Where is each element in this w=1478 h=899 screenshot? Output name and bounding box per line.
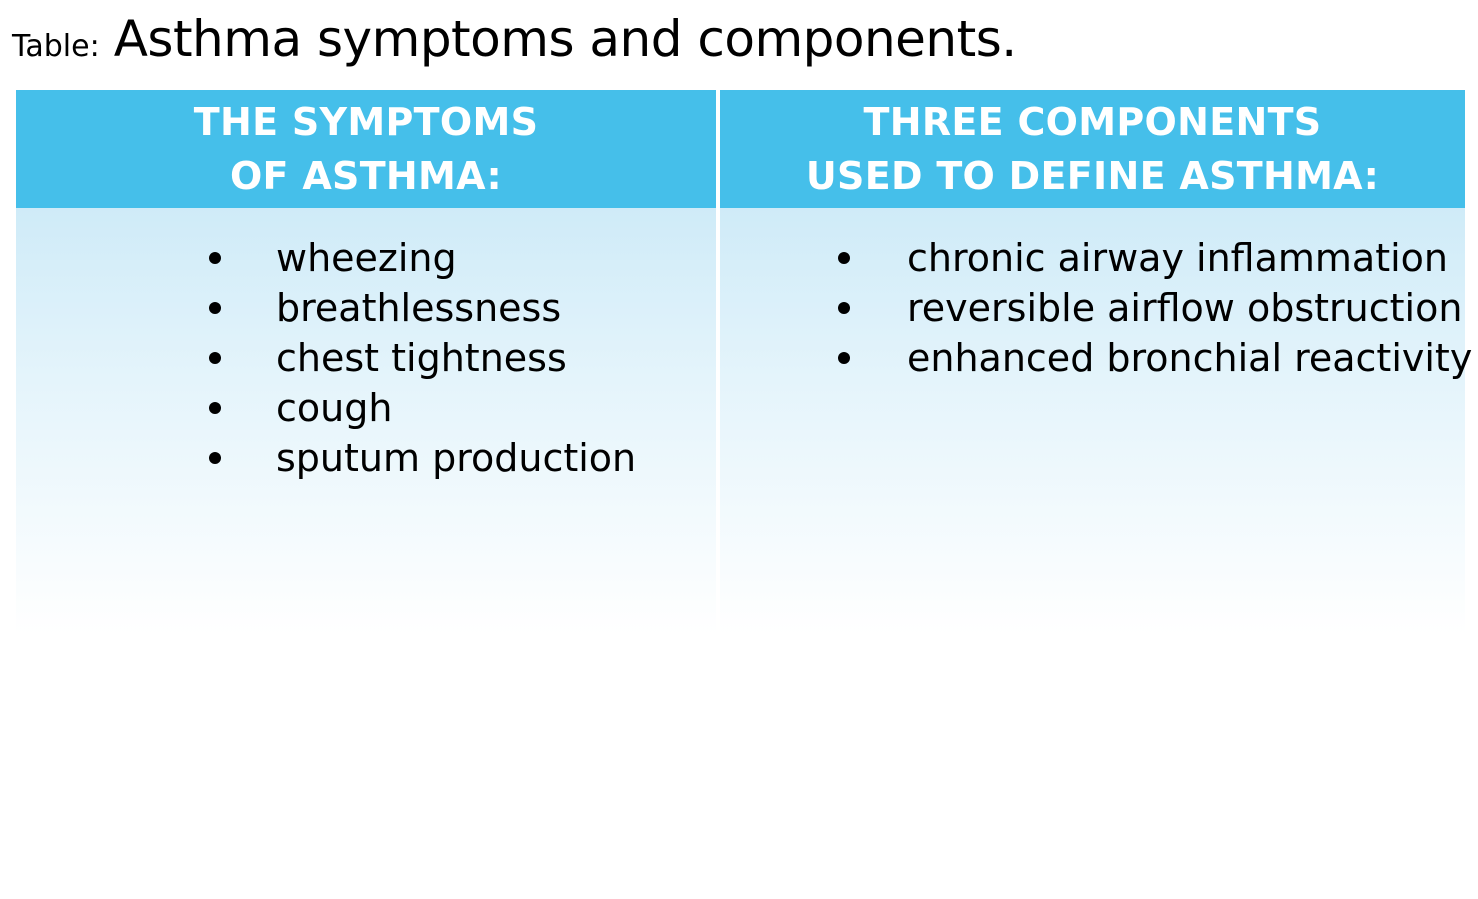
list-item bbox=[204, 283, 636, 333]
body-components bbox=[720, 208, 1473, 635]
caption-title: Asthma symptoms and components. bbox=[113, 10, 1017, 68]
list-item-text: reversible airflow obstruction bbox=[907, 286, 1463, 330]
column-components bbox=[720, 90, 1473, 635]
header-symptoms bbox=[16, 90, 716, 208]
header-line: OF ASTHMA: bbox=[229, 154, 503, 198]
bullet-icon bbox=[209, 302, 221, 314]
list-item-text: chronic airway inflammation bbox=[907, 236, 1448, 280]
bullet-icon bbox=[209, 452, 221, 464]
table-caption bbox=[12, 10, 1017, 80]
bullet-icon bbox=[209, 402, 221, 414]
list-item-text: cough bbox=[276, 386, 393, 430]
list-item bbox=[204, 233, 636, 283]
list-item bbox=[833, 233, 1472, 283]
bullet-icon bbox=[209, 352, 221, 364]
list-item bbox=[204, 433, 636, 483]
list-item-text: enhanced bronchial reactivity bbox=[907, 336, 1473, 380]
list-item bbox=[204, 333, 636, 383]
symptoms-list bbox=[204, 233, 636, 483]
list-item-text: sputum production bbox=[276, 436, 637, 480]
asthma-table bbox=[16, 90, 1473, 635]
bullet-icon bbox=[838, 352, 850, 364]
body-symptoms bbox=[16, 208, 716, 635]
header-components bbox=[720, 90, 1465, 208]
list-item-text: chest tightness bbox=[276, 336, 567, 380]
list-item bbox=[833, 283, 1472, 333]
bullet-icon bbox=[838, 302, 850, 314]
header-line: THE SYMPTOMS bbox=[193, 100, 539, 144]
header-line: USED TO DEFINE ASTHMA: bbox=[805, 154, 1380, 198]
list-item bbox=[204, 383, 636, 433]
list-item-text: breathlessness bbox=[276, 286, 562, 330]
bullet-icon bbox=[838, 252, 850, 264]
bullet-icon bbox=[209, 252, 221, 264]
list-item-text: wheezing bbox=[276, 236, 457, 280]
list-item bbox=[833, 333, 1472, 383]
column-symptoms bbox=[16, 90, 716, 635]
caption-prefix: Table: bbox=[12, 29, 100, 64]
components-list bbox=[833, 233, 1472, 383]
header-line: THREE COMPONENTS bbox=[863, 100, 1322, 144]
